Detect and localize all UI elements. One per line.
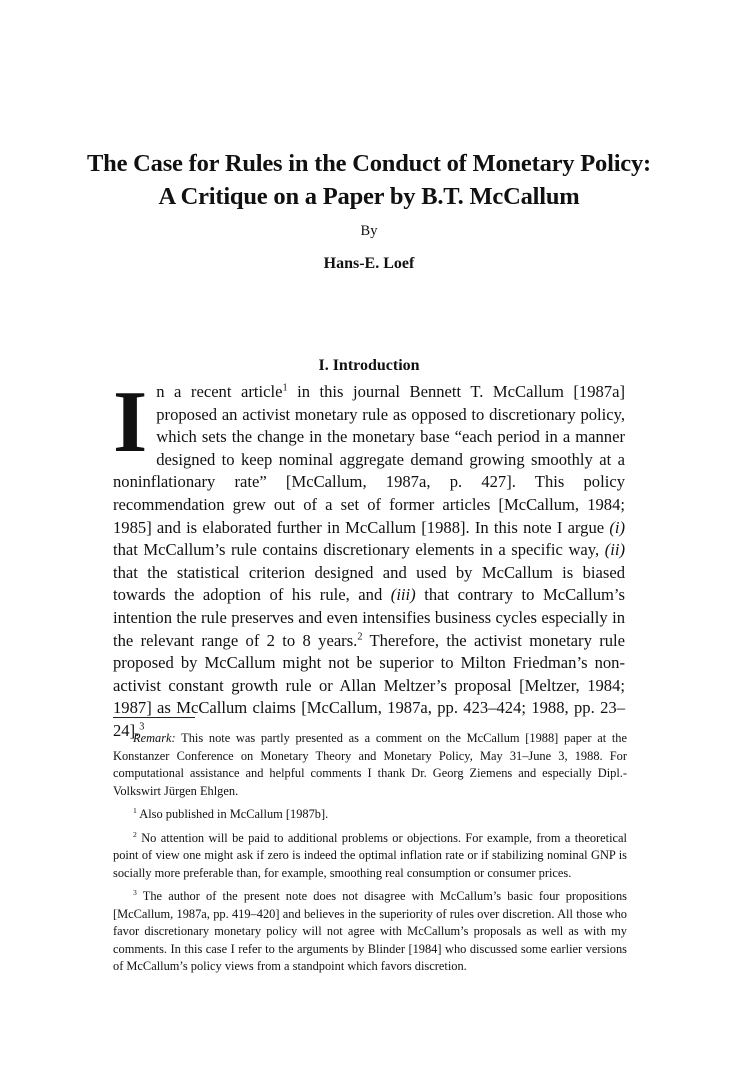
by-line: By (360, 223, 378, 239)
body-text: n a recent article (156, 382, 283, 401)
footnote-divider (113, 717, 195, 718)
footnote-text: No attention will be paid to additional problems or objections. For example, from a theoretical point of view one might ask if zero is indeed the optimal inflation rate or if stabilizing nominal GNP is socially more preferable than, for example, smoothing real consumption or consumer prices. (113, 830, 627, 880)
title-line-1: The Case for Rules in the Conduct of Monetary Policy: (87, 150, 651, 177)
introduction-paragraph (113, 374, 625, 743)
body-text: that McCallum’s rule contains discretionary elements in a specific way, (113, 540, 605, 560)
drop-cap: I (113, 374, 148, 471)
section-heading: I. Introduction (318, 357, 420, 374)
footnote-3 (113, 888, 627, 976)
body-text: in this journal Bennett T. McCallum [1987a] proposed an activist monetary rule as opposed to discretionary policy, which sets the change in the monetary base “each period in a manner designed to keep nominal aggregate demand growing smoothly at a noninflationary rate” [McCallum, 1987a, p. 427]. This policy recommendation grew out of a set of former articles [McCallum, 1984; 1985] and is elaborated further in McCallum [1988]. In this note I argue (113, 382, 625, 537)
footnote-text: The author of the present note does not disagree with McCallum’s basic four propositions [McCallum, 1987a, pp. 419–420] and believes in the superiority of rules over discretion. All those who favor discretionary monetary policy will not agree with McCallum’s proposals as well as with my comments. In this case I refer to the arguments by Blinder [1984] who discussed some earlier versions of McCallum’s policy views from a standpoint which favors discretion. (113, 889, 627, 973)
body-text: that the statistical criterion designed and used by McCallum is biased towards the adoption of his rule, and (113, 562, 625, 605)
body-text: Therefore, the activist monetary rule proposed by McCallum might not be superior to Milton Friedman’s non-activist constant growth rule or Allan Meltzer’s proposal [Meltzer, 1984; 1987] as McCallum claims [McCallum, 1987a, pp. 423–424; 1988, pp. 23–24]. (113, 630, 625, 740)
footnote-ref: 1 (282, 382, 288, 394)
list-marker: (ii) (604, 540, 625, 560)
list-marker: (i) (609, 517, 625, 537)
title-line-2: A Critique on a Paper by B.T. McCallum (158, 183, 580, 210)
footnote-ref: 2 (357, 631, 363, 642)
footnote-text: Also published in McCallum [1987b]. (136, 807, 329, 821)
footnote-mark: 3 (133, 887, 137, 897)
footnote-1 (113, 806, 627, 824)
footnote-ref: 3 (139, 721, 145, 733)
author-name: Hans-E. Loef (323, 255, 415, 272)
footnote-mark: 2 (133, 829, 137, 839)
body-text: that contrary to McCallum’s intention the rule preserves and even intensifies business cycles especially in the relevant range of 2 to 8 years. (113, 585, 625, 650)
introduction-body (113, 374, 625, 743)
remark-text: This note was partly presented as a comment on the McCallum [1988] paper at the Konstanzer Conference on Monetary Theory and Monetary Policy, May 31–June 3, 1988. For computational assistance and helpful comments I thank Dr. Georg Ziemens and especially Dipl.-Volkswirt Jürgen Ehlgen. (113, 731, 627, 798)
list-marker: (iii) (390, 585, 416, 605)
footnote-remark (113, 730, 627, 800)
footnotes (113, 730, 627, 982)
footnote-mark: 1 (133, 805, 137, 815)
footnote-2 (113, 830, 627, 883)
remark-label: Remark: (133, 731, 176, 745)
